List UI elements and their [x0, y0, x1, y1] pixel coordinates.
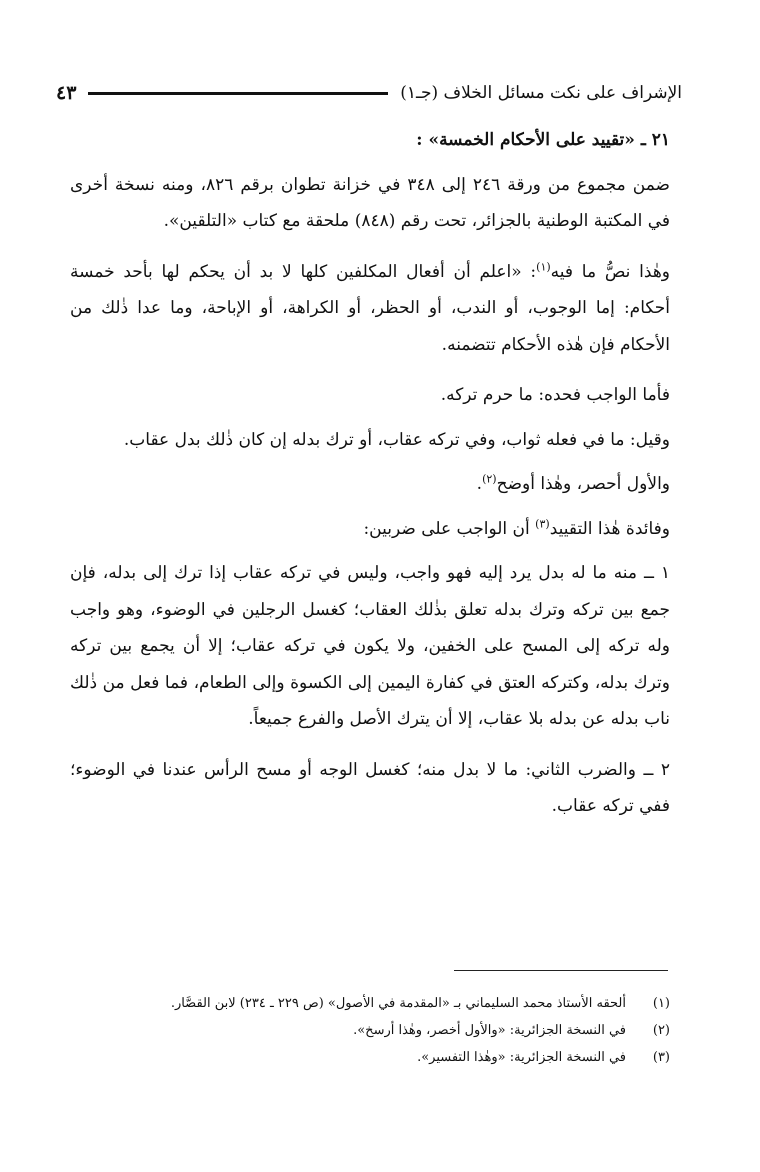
header-rule — [88, 92, 388, 95]
footnote-ref-3[interactable]: (٣) — [535, 516, 550, 530]
paragraph-3: فأما الواجب فحده: ما حرم تركه. — [440, 385, 670, 405]
footnote-number: (٢) — [652, 1023, 670, 1038]
footnote-number: (١) — [652, 996, 670, 1011]
paragraph-4: وقيل: ما في فعله ثواب، وفي تركه عقاب، أو ترك بدله إن كان ذٰلك بدل عقاب. — [123, 429, 670, 450]
paragraph-2 — [70, 254, 670, 364]
footnotes — [80, 990, 670, 1071]
paragraph-5-lead: والأول أحصر، وهٰذا أوضح — [496, 474, 670, 494]
running-header — [56, 78, 682, 108]
footnote-text: في النسخة الجزائرية: «وهٰذا التفسير». — [417, 1050, 626, 1065]
header-title: الإشراف على نكت مسائل الخلاف (جـ١) — [400, 83, 682, 103]
footnote-text: في النسخة الجزائرية: «والأول أخصر، وهٰذا أرسخ». — [353, 1023, 626, 1038]
paragraph-1: ضمن مجموع من ورقة ٢٤٦ إلى ٣٤٨ في خزانة تطوان برقم ٨٢٦، ومنه نسخة أخرى في المكتبة الوطنية بالجزائر، تحت رقم (٨٤٨) ملحقة مع كتاب «التلقين». — [70, 174, 670, 231]
footnote-text: ألحقه الأستاذ محمد السليماني بـ «المقدمة في الأصول» (ص ٢٢٩ ـ ٢٣٤) لابن القصَّار. — [170, 996, 626, 1011]
main-text — [70, 122, 670, 839]
paragraph-5 — [70, 466, 670, 503]
footnote-2 — [80, 1017, 670, 1044]
footnote-ref-1[interactable]: (١) — [536, 259, 551, 273]
paragraph-7: ١ ــ منه ما له بدل يرد إليه فهو واجب، وليس في تركه عقاب إذا ترك إلى بدله، فإن جمع بين تركه وترك بدله تعلق بذٰلك العقاب؛ كغسل الرجلين في الوضوء، وهو واجب وله تركه إلى المسح على الخفين، ولا يكون في تركه عقاب؛ إلا أن يجمع بين تركه وترك بدله، وكتركه العتق في كفارة اليمين إلى الكسوة وإلى الطعام، فما فعل من ذٰلك ناب بدله عن بدله بلا عقاب، إلا أن يترك الأصل والفرع جميعاً. — [70, 563, 670, 729]
paragraph-6 — [70, 511, 670, 548]
paragraph-2-lead: وهٰذا نصُّ ما فيه — [550, 261, 670, 282]
paragraph-6-rest: أن الواجب على ضربين: — [363, 518, 536, 539]
footnote-separator — [454, 970, 668, 971]
paragraph-6-lead: وفائدة هٰذا التقييد — [549, 518, 670, 539]
paragraph-8: ٢ ــ والضرب الثاني: ما لا بدل منه؛ كغسل الوجه أو مسح الرأس عندنا في الوضوء؛ ففي تركه عقاب. — [70, 759, 670, 816]
page-number: ٤٣ — [56, 82, 77, 104]
section-heading: ٢١ ـ «تقييد على الأحكام الخمسة» : — [416, 130, 670, 150]
footnote-ref-2[interactable]: (٢) — [482, 472, 497, 486]
paragraph-5-rest: . — [476, 474, 483, 494]
footnote-1 — [80, 990, 670, 1017]
footnote-3 — [80, 1044, 670, 1071]
paragraph-2-rest: : «اعلم أن أفعال المكلفين كلها لا بد أن يحكم لها بأحد خمسة أحكام: إما الوجوب، أو الندب، أو الحظر، أو الكراهة، أو الإباحة، وما عدا ذٰلك من الأحكام فإن هٰذه الأحكام تتضمنه. — [70, 261, 670, 355]
footnote-number: (٣) — [652, 1050, 670, 1065]
